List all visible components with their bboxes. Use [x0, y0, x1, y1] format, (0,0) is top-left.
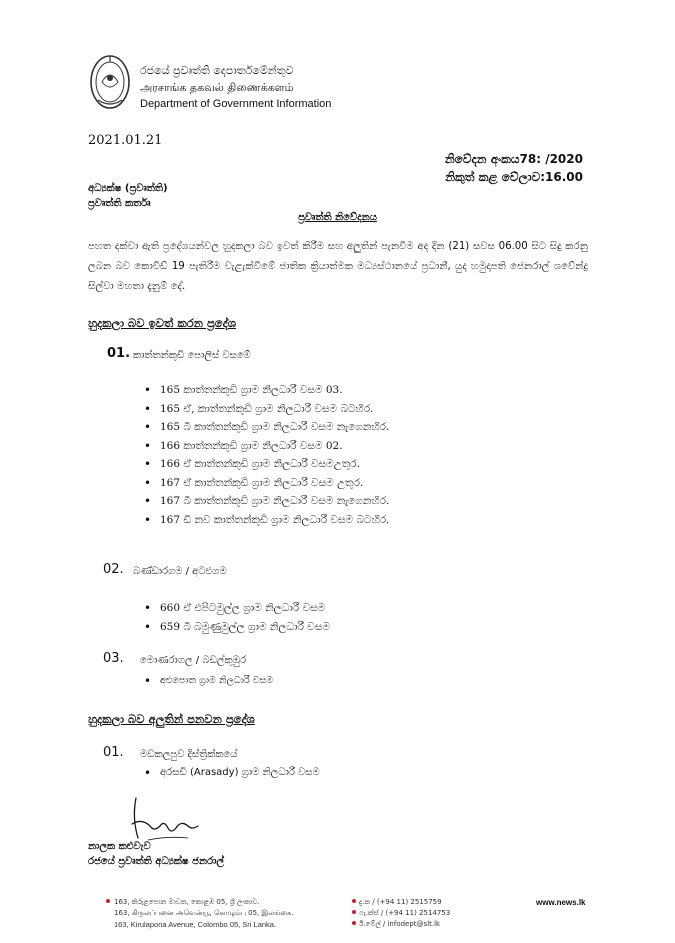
section-title: මොණරාගල / බඩල්කුඹුර: [140, 655, 247, 666]
list-item: • අළුපොත ග්‍රාම නිලධාරී වසම: [144, 672, 273, 691]
intro-paragraph: පහත දක්වා ඇති ප්‍රදේශයන්වල හුදකලා බව ඉවත් කිරීම සහ අලුතින් පැනවීම අද දින (21) සවස 06.00 සිට සිදු කරනු ලබන බව කොවිඩ් 19 පැතිරීම වැළැක්වීමේ ජාතික ක්‍රියාත්මක මධ්‍යස්ථානයේ ප්‍රධානී, යුද හමුදාපති ජෙනරාල් ශවේන්ද්‍ර සිල්වා මහතා දැනුම් දේ.: [88, 241, 588, 292]
list-item: • 167 බී කාත්තන්කුඩි ග්‍රාම නිලධාරී වසම නැගෙනහිර.: [144, 492, 389, 511]
area-list: [144, 381, 389, 529]
email-icon: [352, 921, 356, 925]
notice-number: නිවේදන අංකය78: /2020: [444, 152, 583, 166]
section-title: කාත්තන්කුඩි පොලිස් වසමේ: [133, 350, 251, 361]
list-item: • 165 ඒ, කාත්තන්කුඩි ග්‍රාම නිලධාරී වසම බටහිර.: [144, 400, 389, 419]
department-name-sinhala: රජයේ ප්‍රවෘත්ති දෙපාර්තමේන්තුව: [140, 64, 294, 77]
recipient-line: ප්‍රවෘත්ති කර්තෘ: [88, 198, 151, 209]
section-number: 01.: [103, 745, 124, 760]
list-item: • 165 කාත්තන්කුඩි ග්‍රාම නිලධාරී වසම 03.: [144, 381, 389, 400]
footer-address-sinhala: 163, කිරුළපොන මාවත, කොළඹ 05, ශ්‍රී ලංකාව.: [114, 898, 260, 906]
section-title: බණ්ඩාරගම / අටළුගම: [133, 566, 227, 577]
document-subject: ප්‍රවෘත්ති නිවේදනය: [298, 212, 377, 223]
document-date: 2021.01.21: [88, 133, 163, 148]
list-item: • 165 බී කාත්තන්කුඩි ග්‍රාම නිලධාරී වසම නැගෙනහිර.: [144, 418, 389, 437]
sri-lanka-emblem-icon: [88, 52, 132, 112]
area-list: [144, 672, 273, 691]
list-item: • 166 ඒ කාත්තන්කුඩි ග්‍රාම නිලධාරී වසමඋතුර.: [144, 455, 389, 474]
heading-isolation-removed: හුදකලා බව ඉවත් කරන ප්‍රදේශ: [88, 316, 236, 330]
fax-icon: [352, 910, 356, 914]
section-number: 02.: [103, 562, 124, 577]
footer-address-tamil: 163, கிருலப்பனை அவென்யூ, கொழும்பு 05, இலங்கை.: [114, 909, 294, 917]
list-item: • 659 බී බමුණුමුල්ල ග්‍රාම නිලධාරී වසම: [144, 618, 330, 637]
footer-fax: ෆැ.ක්ස් / (+94 11) 2514753: [359, 909, 451, 917]
signatory-name: නාලක කළුවැව: [88, 841, 151, 852]
area-list: [144, 764, 320, 783]
list-item: • 167 ඒ කාත්තන්කුඩි ග්‍රාම නිලධාරී වසම උතුර.: [144, 474, 389, 493]
department-name-tamil: அரசாங்க தகவல் திணைக்களம்: [140, 81, 294, 94]
footer-email[interactable]: ඊ.මේල් / infodept@slt.lk: [359, 920, 441, 928]
issue-time: නිකුත් කළ වේලාව:16.00: [445, 170, 583, 184]
section-title: මඩකලපුව දිස්ත්‍රික්කයේ: [140, 749, 238, 760]
footer-address-english: 163, Kirulapona Avenue, Colombo 05, Sri Lanka.: [114, 920, 277, 929]
footer-phone: දු.ක / (+94 11) 2515759: [359, 898, 442, 906]
list-item: • 166 කාත්තන්කුඩි ග්‍රාම නිලධාරී වසම 02.: [144, 437, 389, 456]
heading-isolation-imposed: හුදකලා බව අලුතින් පනවන ප්‍රදේශ: [88, 712, 255, 726]
recipient-line: අධ්‍යක්ෂ (ප්‍රවෘත්ති): [88, 183, 168, 194]
footer-website-link[interactable]: www.news.lk: [536, 898, 586, 907]
list-item: • 167 ඩී නව කාත්තන්කුඩි ග්‍රාම නිලධාරී වසම බටහිර.: [144, 511, 389, 530]
phone-icon: [352, 899, 356, 903]
list-item: • අරසඩි (Arasady) ග්‍රාම නිලධාරී වසම: [144, 764, 320, 783]
bullet-dot: [106, 899, 110, 903]
area-list: [144, 599, 330, 636]
section-number: 03.: [103, 651, 124, 666]
list-item: • 660 ඒ එපිටමුල්ල ග්‍රාම නිලධාරී වසම: [144, 599, 330, 618]
section-number: 01.: [107, 346, 131, 361]
signatory-title: රජයේ ප්‍රවෘත්ති අධ්‍යක්ෂ ජනරාල්: [88, 856, 225, 867]
department-name-english: Department of Government Information: [140, 98, 332, 110]
